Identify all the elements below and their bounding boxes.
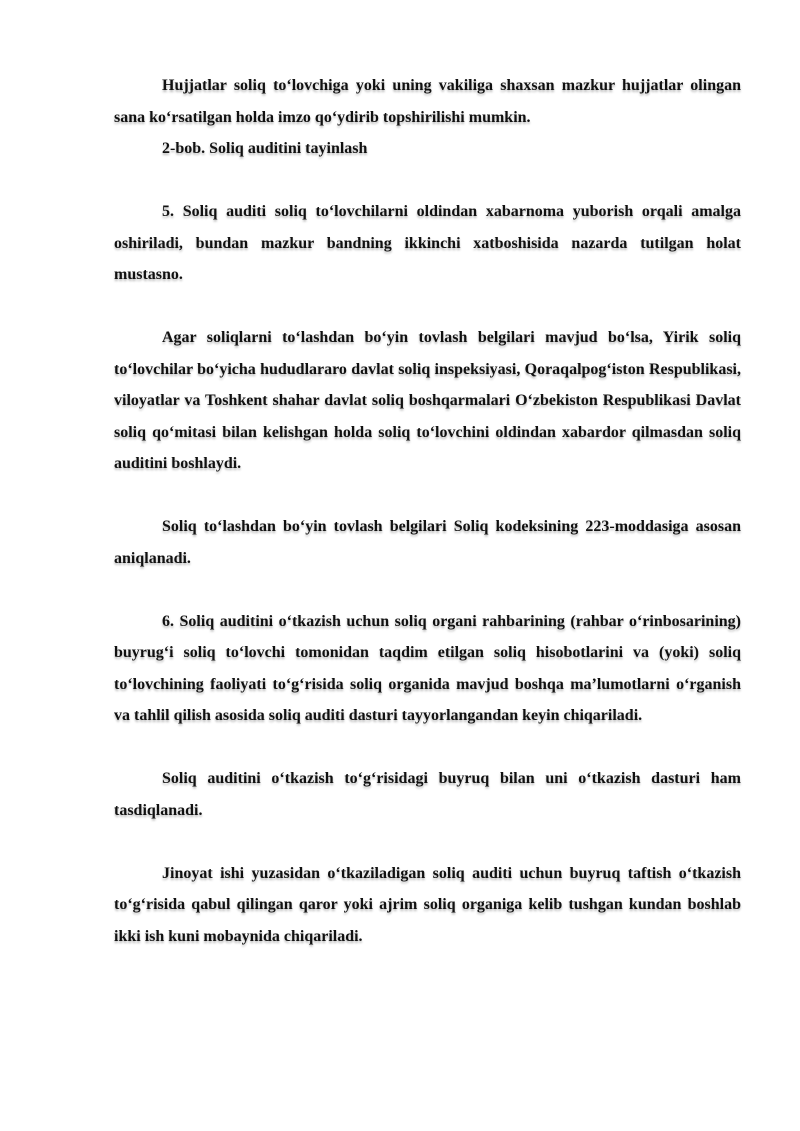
paragraph-buyruq-dastur: Soliq auditini o‘tkazish to‘g‘risidagi buyruq bilan uni o‘tkazish dasturi ham tasdiqlanadi.: [114, 770, 741, 819]
paragraph-spacer: [114, 826, 741, 858]
paragraph-spacer: [114, 574, 741, 606]
paragraph-spacer: [114, 732, 741, 764]
paragraph-spacer: [114, 480, 741, 512]
paragraph-belgilar: Soliq to‘lashdan bo‘yin tovlash belgilari Soliq kodeksining 223-moddasiga asosan aniqlanadi.: [114, 518, 741, 567]
document-body: [114, 70, 741, 952]
paragraph-spacer: [114, 165, 741, 197]
paragraph-boyin-tovlash: Agar soliqlarni to‘lashdan bo‘yin tovlash belgilari mavjud bo‘lsa, Yirik soliq to‘lovchilar bo‘yicha hududlararo davlat soliq inspeksiyasi, Qoraqalpog‘iston Respublikasi, viloyatlar va Toshkent shahar davlat soliq boshqarmalari O‘zbekiston Respublikasi Davlat soliq qo‘mitasi bilan kelishgan holda soliq to‘lovchini oldindan xabardor qilmasdan soliq auditini boshlaydi.: [114, 329, 741, 472]
paragraph-jinoyat-ishi: Jinoyat ishi yuzasidan o‘tkaziladigan soliq auditi uchun buyruq taftish o‘tkazish to‘g‘risida qabul qilingan qaror yoki ajrim soliq organiga kelib tushgan kundan boshlab ikki ish kuni mobaynida chiqariladi.: [114, 864, 741, 945]
chapter-heading: 2-bob. Soliq auditini tayinlash: [162, 140, 368, 157]
paragraph-hujjatlar-topshirish: Hujjatlar soliq to‘lovchiga yoki uning vakiliga shaxsan mazkur hujjatlar olingan sana ko‘rsatilgan holda imzo qo‘ydirib topshirilishi mumkin.: [114, 77, 741, 126]
paragraph-item-6: 6. Soliq auditini o‘tkazish uchun soliq organi rahbarining (rahbar o‘rinbosarining) buyrug‘i soliq to‘lovchi tomonidan taqdim etilgan soliq hisobotlarini va (yoki) soliq to‘lovchining faoliyati to‘g‘risida soliq organida mavjud boshqa ma’lumotlarni o‘rganish va tahlil qilish asosida soliq auditi dasturi tayyorlangandan keyin chiqariladi.: [114, 612, 741, 724]
paragraph-item-5: 5. Soliq auditi soliq to‘lovchilarni oldindan xabarnoma yuborish orqali amalga oshiriladi, bundan mazkur bandning ikkinchi xatboshisida nazarda tutilgan holat mustasno.: [114, 203, 741, 283]
paragraph-spacer: [114, 291, 741, 323]
